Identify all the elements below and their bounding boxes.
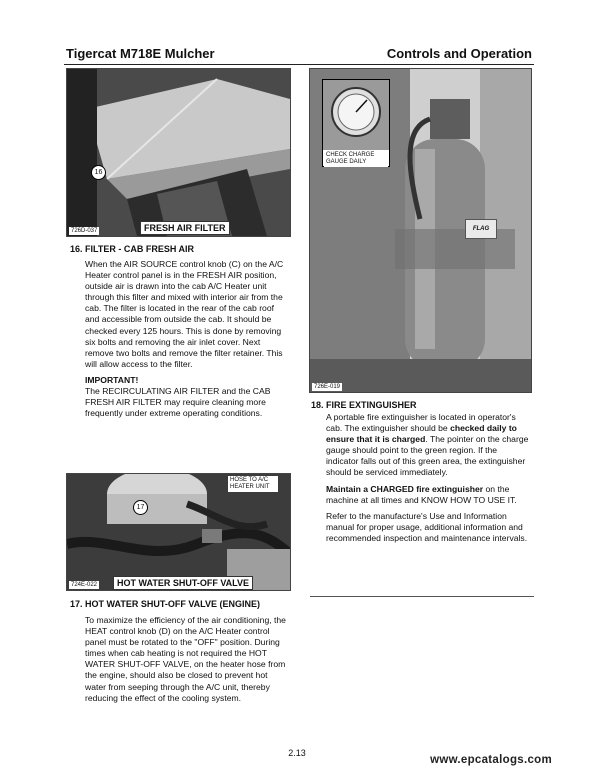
section16-body xyxy=(85,259,289,424)
section17-title: 17. HOT WATER SHUT-OFF VALVE (ENGINE) xyxy=(70,599,261,609)
figure1-caption: FRESH AIR FILTER xyxy=(140,221,230,235)
charge-gauge-icon xyxy=(323,80,389,150)
gauge-inset xyxy=(322,79,390,167)
section18-p1: A portable fire extinguisher is located in operator's cab. The extinguisher should be checked daily to ensure that it is charged. The pointer on the charge gauge should point to the green region. If the indicator falls out of this green area, the extinguisher should be serviced immediately. xyxy=(326,412,529,478)
watermark-url[interactable]: www.epcatalogs.com xyxy=(430,754,552,766)
section16-title: 16. FILTER - CAB FRESH AIR xyxy=(70,244,195,254)
figure1-code: 726D-037 xyxy=(71,228,98,234)
figure3-code: 726E-019 xyxy=(314,384,341,390)
section16-text: When the AIR SOURCE control knob (C) on the A/C Heater control panel is in the FRESH AIR position, outside air is drawn into the cab A/C Heater unit through this filter and mixed with interior air from the cab. The filter is located in the rear of the cab roof and accessible from outside the cab. It should be checked every 125 hours. This is done by removing six bolts and removing the air inlet cover. Next remove two bolts and remove the filter retainer. This will allow access to the filter. xyxy=(85,259,284,369)
figure2-code: 724E-022 xyxy=(71,582,98,588)
header-right: Controls and Operation xyxy=(386,46,532,61)
cab-roof-illustration xyxy=(67,69,290,236)
section17-text: To maximize the efficiency of the air conditioning, the HEAT control knob (D) on the A/C Heater control panel must be rotated to the "OFF" position. During times when cab heating is not required the HOT WATER SHUT-OFF VALVE, on the heater hose from the engine, should also be closed to prevent hot water from seeping through the A/C unit, thereby reducing the effect of the cooling system. xyxy=(85,615,286,703)
inspection-tag: FLAG xyxy=(465,219,497,239)
section17-body xyxy=(85,615,289,709)
header-rule xyxy=(64,64,534,65)
header-left: Tigercat M718E Mulcher xyxy=(66,46,215,61)
section16-important-text: The RECIRCULATING AIR FILTER and the CAB FRESH AIR FILTER may require cleaning more frequently under extreme operating conditions. xyxy=(85,386,271,419)
photo-fire-extinguisher xyxy=(309,68,532,393)
page-number: 2.13 xyxy=(288,748,306,758)
callout-17: 17 xyxy=(133,500,148,515)
section18-body xyxy=(326,412,530,549)
section18-p3: Refer to the manufacture's Use and Information manual for proper usage, additional information and recommended inspection and maintenance intervals. xyxy=(326,510,528,543)
gauge-inset-note: CHECK CHARGE GAUGE DAILY xyxy=(324,151,388,167)
section18-title: 18. FIRE EXTINGUISHER xyxy=(311,400,417,410)
section16-important-label: IMPORTANT! xyxy=(85,374,139,385)
photo-hot-water-valve xyxy=(66,473,291,591)
section18-rule xyxy=(310,596,534,597)
photo-fresh-air-filter xyxy=(66,68,291,237)
callout-16: 16 xyxy=(91,165,106,180)
figure2-note: HOSE TO A/C HEATER UNIT xyxy=(228,476,278,492)
figure2-caption: HOT WATER SHUT-OFF VALVE xyxy=(113,576,253,590)
section18-p2: Maintain a CHARGED fire extinguisher on the machine at all times and KNOW HOW TO USE IT. xyxy=(326,483,517,505)
